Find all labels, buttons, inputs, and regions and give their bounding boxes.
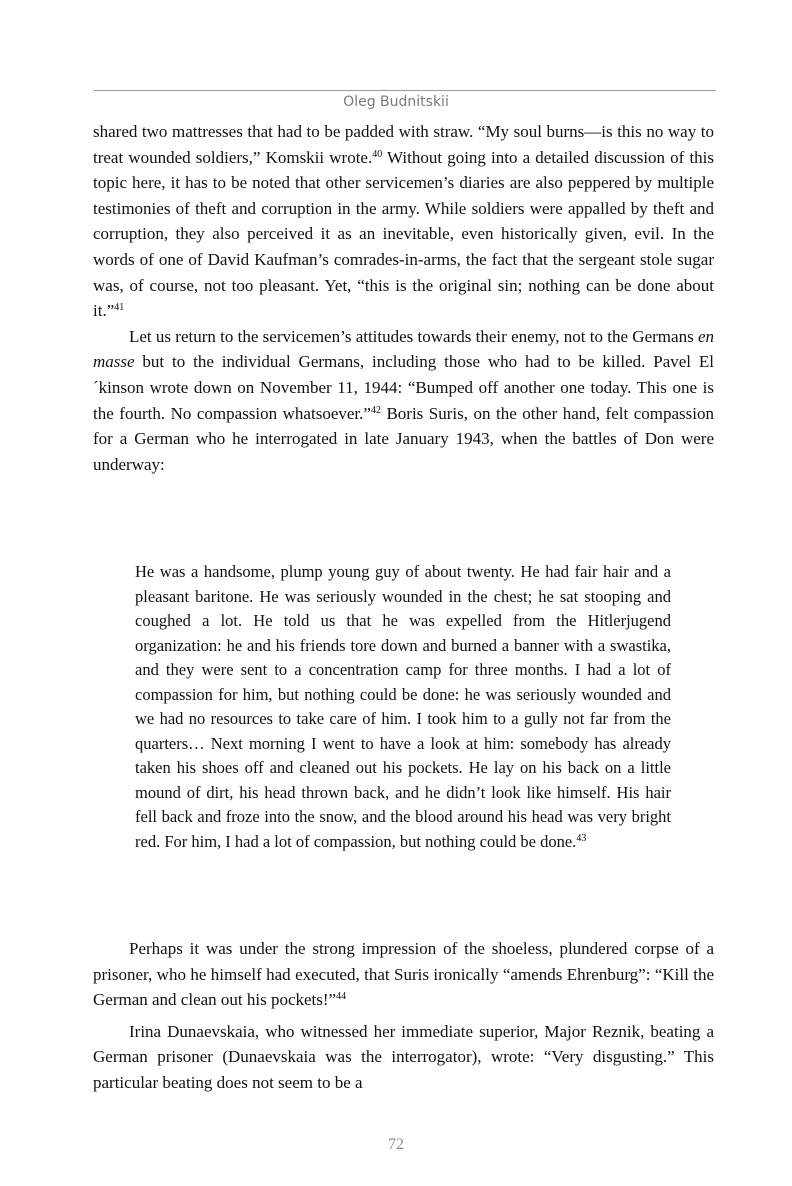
footnote-ref-41[interactable]: 41 (114, 302, 125, 314)
header-rule (94, 90, 716, 91)
page-number: 72 (388, 1136, 404, 1153)
text-span: Perhaps it was under the strong impression of the shoeless, plundered corpse of a prisoner, who he himself had executed, that Suris ironically “amends Ehrenburg”: “Kill the German and clean out his pockets!” (93, 939, 714, 1010)
text-span: Boris Suris, on the other hand, felt compassion for a German who he interrogated in late January 1943, when the battles of Don were underway: (93, 403, 714, 474)
text-span: Without going into a detailed discussion of this topic here, it has to be noted that other servicemen’s diaries are also peppered by multiple testimonies of theft and corruption in the army. While soldiers were appalled by theft and corruption, they also perceived it as an inevitable, even historically given, evil. In the words of one of David Kaufman’s comrades-in-arms, the fact that the sergeant stole sugar was, of course, not too pleasant. Yet, “this is the original sin; nothing can be done about it.” (93, 147, 715, 321)
paragraph-2 (93, 324, 714, 478)
text-span: Let us return to the servicemen’s attitudes towards their enemy, not to the Germans (129, 326, 698, 346)
paragraph-1 (93, 119, 714, 324)
main-text-continued (93, 936, 714, 1096)
running-head: Oleg Budnitskii (343, 94, 449, 110)
footnote-ref-42[interactable]: 42 (370, 404, 381, 416)
paragraph-4 (93, 1019, 714, 1096)
text-span: shared two mattresses that had to be padded with straw. “My soul burns—is this no way to treat wounded soldiers,” Komskii wrote. (93, 122, 714, 167)
italic-phrase: en masse (93, 326, 714, 372)
block-quote (135, 560, 671, 854)
text-span: but to the individual Germans, including those who had to be killed. Pavel El´kinson wrote down on November 11, 1944: “Bumped off another one today. This one is the fourth. No compassion whatsoever.” (93, 352, 714, 423)
footnote-ref-40[interactable]: 40 (372, 148, 383, 160)
footnote-ref-43[interactable]: 43 (576, 832, 587, 844)
quote-text: He was a handsome, plump young guy of about twenty. He had fair hair and a pleasant baritone. He was seriously wounded in the chest; he sat stooping and coughed a lot. He told us that he was expelled from the Hitlerjugend organization: he and his friends tore down and burned a banner with a swastika, and they were sent to a concentration camp for three months. I had a lot of compassion for him, but nothing could be done: he was seriously wounded and we had no resources to take care of him. I took him to a gully not far from the quarters… Next morning I went to have a look at him: somebody has already taken his shoes off and cleaned out his pockets. He lay on his back on a little mound of dirt, his head thrown back, and he didn’t look like himself. His hair fell back and froze into the snow, and the blood around his head was very bright red. For him, I had a lot of compassion, but nothing could be done. (135, 562, 671, 851)
paragraph-3 (93, 936, 714, 1013)
footnote-ref-44[interactable]: 44 (336, 991, 347, 1003)
main-text (93, 119, 714, 477)
text-span: Irina Dunaevskaia, who witnessed her immediate superior, Major Reznik, beating a German prisoner (Dunaevskaia was the interrogator), wrote: “Very disgusting.” This particular beating does not seem to be a (93, 1021, 714, 1092)
